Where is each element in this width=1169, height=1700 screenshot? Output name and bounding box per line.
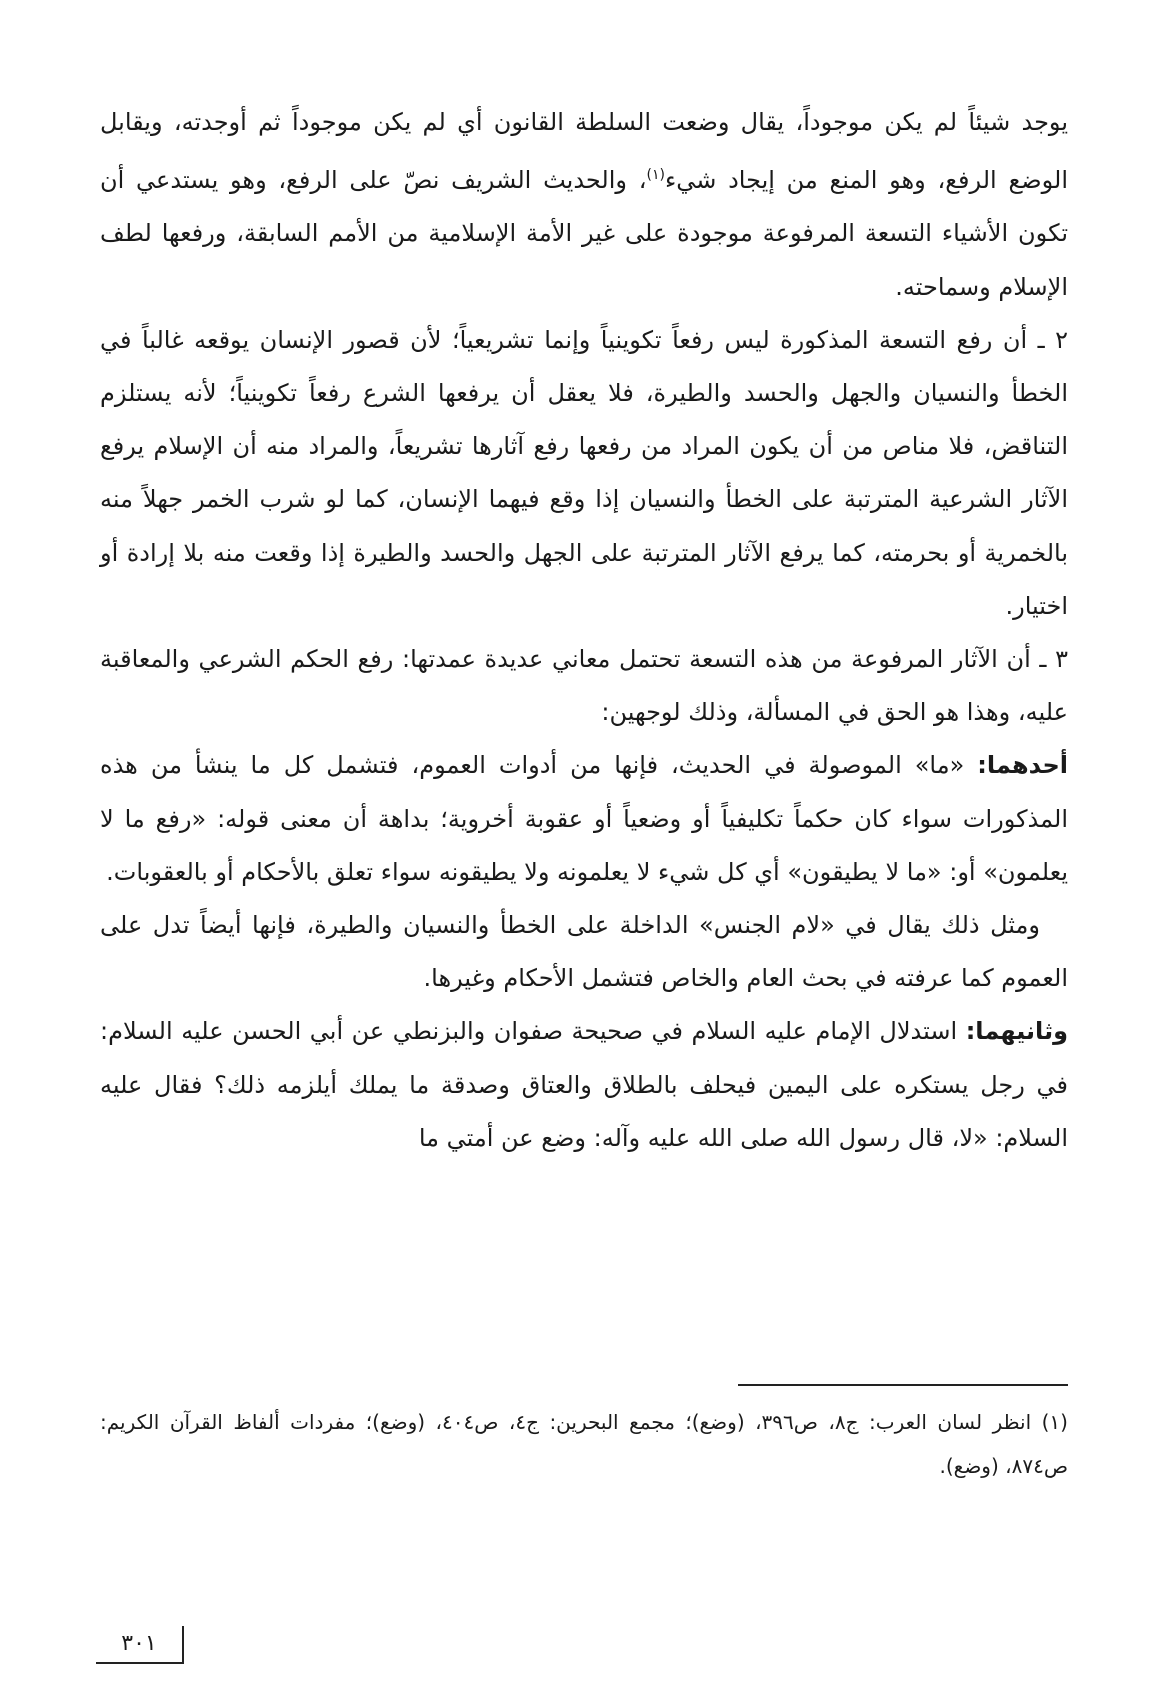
- footnote-ref-1[interactable]: (١): [646, 167, 665, 184]
- paragraph-2: ٢ ـ أن رفع التسعة المذكورة ليس رفعاً تكوينياً وإنما تشريعياً؛ لأن قصور الإنسان يوقعه غالباً في الخطأ والنسيان والجهل والحسد والطيرة، فلا يعقل أن يرفعها الشرع رفعاً تكوينياً؛ لأنه يستلزم التناقض، فلا مناص من أن يكون المراد من رفعها رفع آثارها تشريعاً، والمراد منه أن الإسلام يرفع الآثار الشرعية المترتبة على الخطأ والنسيان إذا وقع فيهما الإنسان، كما لو شرب الخمر جهلاً منه بالخمرية أو بحرمته، كما يرفع الآثار المترتبة على الجهل والحسد والطيرة إذا وقعت منه بلا إرادة أو اختيار.: [100, 325, 1068, 620]
- paragraph-1-rest: ، والحديث الشريف نصّ على الرفع، وهو يستدعي أن تكون الأشياء التسعة المرفوعة موجودة على غير الأمة الإسلامية من الأمم السابقة، ورفعها لطف الإسلام وسماحته.: [100, 166, 1068, 301]
- paragraph-3: ٣ ـ أن الآثار المرفوعة من هذه التسعة تحتمل معاني عديدة عمدتها: رفع الحكم الشرعي والمعاقبة عليه، وهذا هو الحق في المسألة، وذلك لوجهين:: [100, 645, 1068, 727]
- paragraph-4-label: أحدهما:: [977, 751, 1068, 780]
- paragraph-4-text: «ما» الموصولة في الحديث، فإنها من أدوات العموم، فتشمل كل ما ينشأ من هذه المذكورات سواء كان حكماً تكليفياً أو وضعياً أو عقوبة أخروية؛ بداهة أن معنى قوله: «رفع ما لا يعلمون» أو: «ما لا يطيقون» أي كل شيء لا يعلمونه ولا يطيقونه سواء تعلق بالأحكام أو بالعقوبات.: [100, 751, 1068, 886]
- main-text: [100, 96, 1068, 1165]
- paragraph-4: [100, 739, 1068, 899]
- footnote-1: (١) انظر لسان العرب: ج٨، ص٣٩٦، (وضع)؛ مجمع البحرين: ج٤، ص٤٠٤، (وضع)؛ مفردات ألفاظ القرآن الكريم: ص٨٧٤، (وضع).: [100, 1410, 1068, 1478]
- footnote-divider: [738, 1384, 1068, 1386]
- paragraph-1: [100, 96, 1068, 314]
- paragraph-6: [100, 1005, 1068, 1165]
- paragraph-6-text: استدلال الإمام عليه السلام في صحيحة صفوان والبزنطي عن أبي الحسن عليه السلام: في رجل يستكره على اليمين فيحلف بالطلاق والعتاق وصدقة ما يملك أيلزمه ذلك؟ فقال عليه السلام: «لا، قال رسول الله صلى الله عليه وآله: وضع عن أمتي ما: [100, 1017, 1068, 1152]
- paragraph-6-label: وثانيهما:: [965, 1017, 1068, 1046]
- paragraph-5: ومثل ذلك يقال في «لام الجنس» الداخلة على الخطأ والنسيان والطيرة، فإنها أيضاً تدل على العموم كما عرفته في بحث العام والخاص فتشمل الأحكام وغيرها.: [100, 911, 1068, 993]
- footnotes: [100, 1400, 1068, 1488]
- page-number: ٣٠١: [96, 1626, 184, 1664]
- paragraph-1-text: يوجد شيئاً لم يكن موجوداً، يقال وضعت السلطة القانون أي لم يكن موجوداً ثم أوجدته، ويقابل الوضع الرفع، وهو المنع من إيجاد شيء: [100, 108, 1068, 195]
